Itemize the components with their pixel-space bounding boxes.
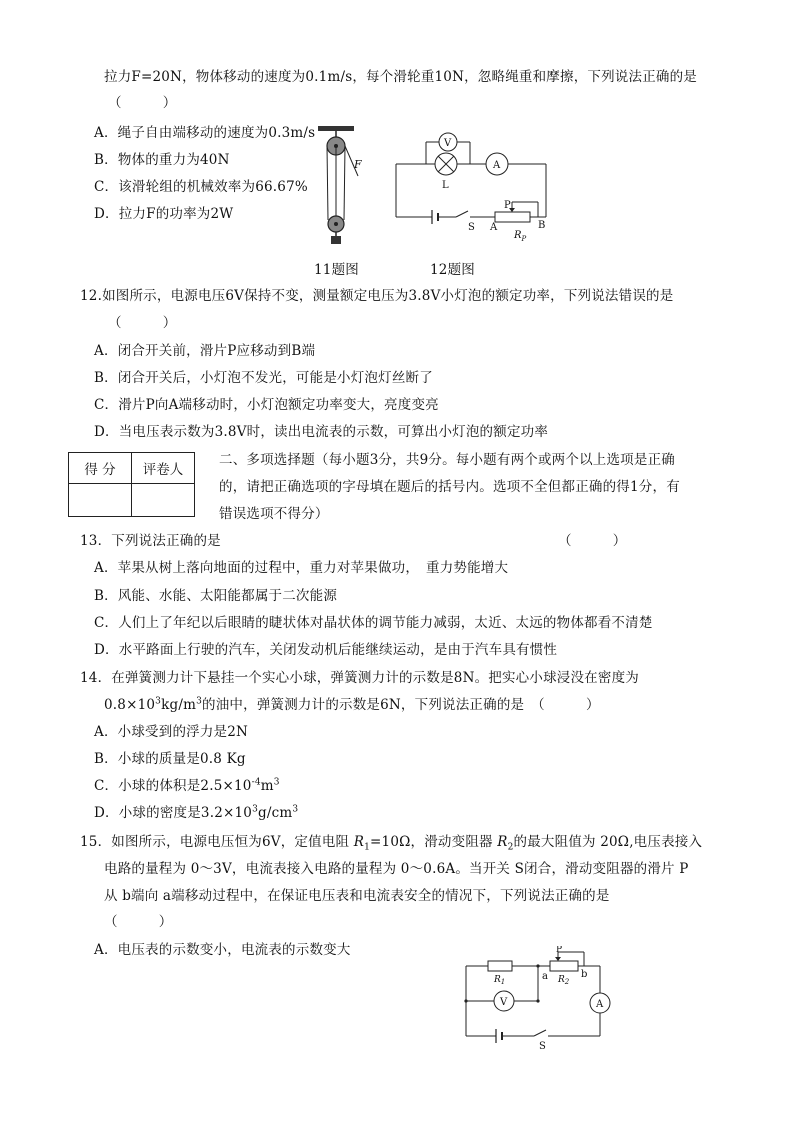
lamp-label: L [442,180,449,191]
q14-option-c: C．小球的体积是$2.5\times 10^{-4}m^3$ [94,777,280,794]
q11-option-a: A．绳子自由端移动的速度为0.3m/s [94,125,316,141]
q13-stem: 13．下列说法正确的是 [80,533,221,549]
q11-option-d: D．拉力F的功率为2W [94,206,234,222]
ammeter-label: A [493,160,501,171]
voltmeter-label: V [444,138,452,149]
grader-cell[interactable] [132,484,195,517]
force-label: F [354,158,362,171]
q15-stem-line1: 15．如图所示，电源电压恒为6V，定值电阻 $R_1=10\Omega$，滑动变阻器 $R_2$的最大阻值为 20Ω,电压表接入 [80,834,703,853]
q14-option-a: A．小球受到的浮力是2N [94,724,249,740]
fig15-terminal-a-label: a [542,971,548,982]
section2-line2: 的，请把正确选项的字母填在题后的括号内。选项不全但都正确的得1分，有 [219,479,680,495]
circuit-figure-12 [388,124,560,242]
fig15-switch-label: S [539,1041,546,1050]
slider-p-label: P [504,200,511,211]
q12-stem: 12.如图所示，电源电压6V保持不变，测量额定电压为3.8V小灯泡的额定功率，下列说法错误的是 [80,288,674,304]
fig15-r1-label: $R_1$ [494,975,506,986]
q12-option-d: D．当电压表示数为3.8V时，读出电流表的示数，可算出小灯泡的额定功率 [94,424,549,440]
q12-answer-paren: （ ） [108,315,177,331]
q11-stem: 拉力F=20N，物体移动的速度为0.1m/s，每个滑轮重10N，忽略绳重和摩擦，下列说法正确的是 [104,69,698,85]
q14-option-d: D．小球的密度是$3.2\times 10^3g/cm^3$ [94,804,299,821]
q15-stem-line3: 从 b端向 a端移动过程中，在保证电压表和电流表安全的情况下，下列说法正确的是 [104,888,610,904]
section2-line1: 二、多项选择题（每小题3分，共9分。每小题有两个或两个以上选项是正确 [219,452,675,468]
section2-line3: 错误选项不得分） [219,506,329,522]
fig15-ammeter-label: A [596,999,604,1010]
q13-option-b: B．风能、水能、太阳能都属于二次能源 [94,588,338,604]
score-table [68,452,195,517]
q11-option-b: B．物体的重力为40N [94,152,230,168]
q13-option-d: D．水平路面上行驶的汽车，关闭发动机后能继续运动，是由于汽车具有惯性 [94,642,558,658]
q12-option-c: C．滑片P向A端移动时，小灯泡额定功率变大，亮度变亮 [94,397,439,413]
q11-answer-paren: （ ） [108,95,177,111]
terminal-b-label: B [538,220,546,231]
q15-option-a: A．电压表的示数变小，电流表的示数变大 [94,942,351,958]
q13-option-c: C．人们上了年纪以后眼睛的睫状体对晶状体的调节能力减弱，太近、太远的物体都看不清楚 [94,615,653,631]
q12-option-a: A．闭合开关前，滑片P应移动到B端 [94,343,316,359]
grader-header: 评卷人 [132,453,195,484]
circuit-figure-15 [458,946,618,1050]
figure-12-caption: 12题图 [430,262,475,278]
q14-option-b: B．小球的质量是0.8 Kg [94,751,246,767]
q11-option-c: C．该滑轮组的机械效率为66.67% [94,179,308,195]
fig15-voltmeter-label: V [500,997,508,1008]
figure-11-caption: 11题图 [314,262,359,278]
fig15-slider-p-label: P [556,946,563,955]
terminal-a-label: A [490,222,498,233]
q12-option-b: B．闭合开关后，小灯泡不发光，可能是小灯泡灯丝断了 [94,370,433,386]
q14-stem: 14．在弹簧测力计下悬挂一个实心小球，弹簧测力计的示数是8N。把实心小球浸没在密度为 [80,670,639,686]
q13-option-a: A．苹果从树上落向地面的过程中，重力对苹果做功， 重力势能增大 [94,560,509,576]
q15-stem-line2: 电路的量程为 0～3V，电流表接入电路的量程为 0～0.6A。当开关 S闭合，滑动变阻器的滑片 P [104,861,689,877]
pulley-figure [312,124,368,246]
score-cell[interactable] [69,484,132,517]
fig15-r2-label: $R_2$ [558,975,570,986]
switch-label: S [468,222,475,233]
score-header: 得 分 [69,453,132,484]
q13-answer-paren: （ ） [558,533,627,549]
q15-answer-paren: （ ） [104,914,173,930]
rheostat-label: $R_P$ [514,230,527,242]
fig15-terminal-b-label: b [581,969,588,980]
q14-stem-line2: $0.8\times 10^3kg/m^3$的油中，弹簧测力计的示数是6N，下列说法正确的是 （ ） [104,696,600,713]
